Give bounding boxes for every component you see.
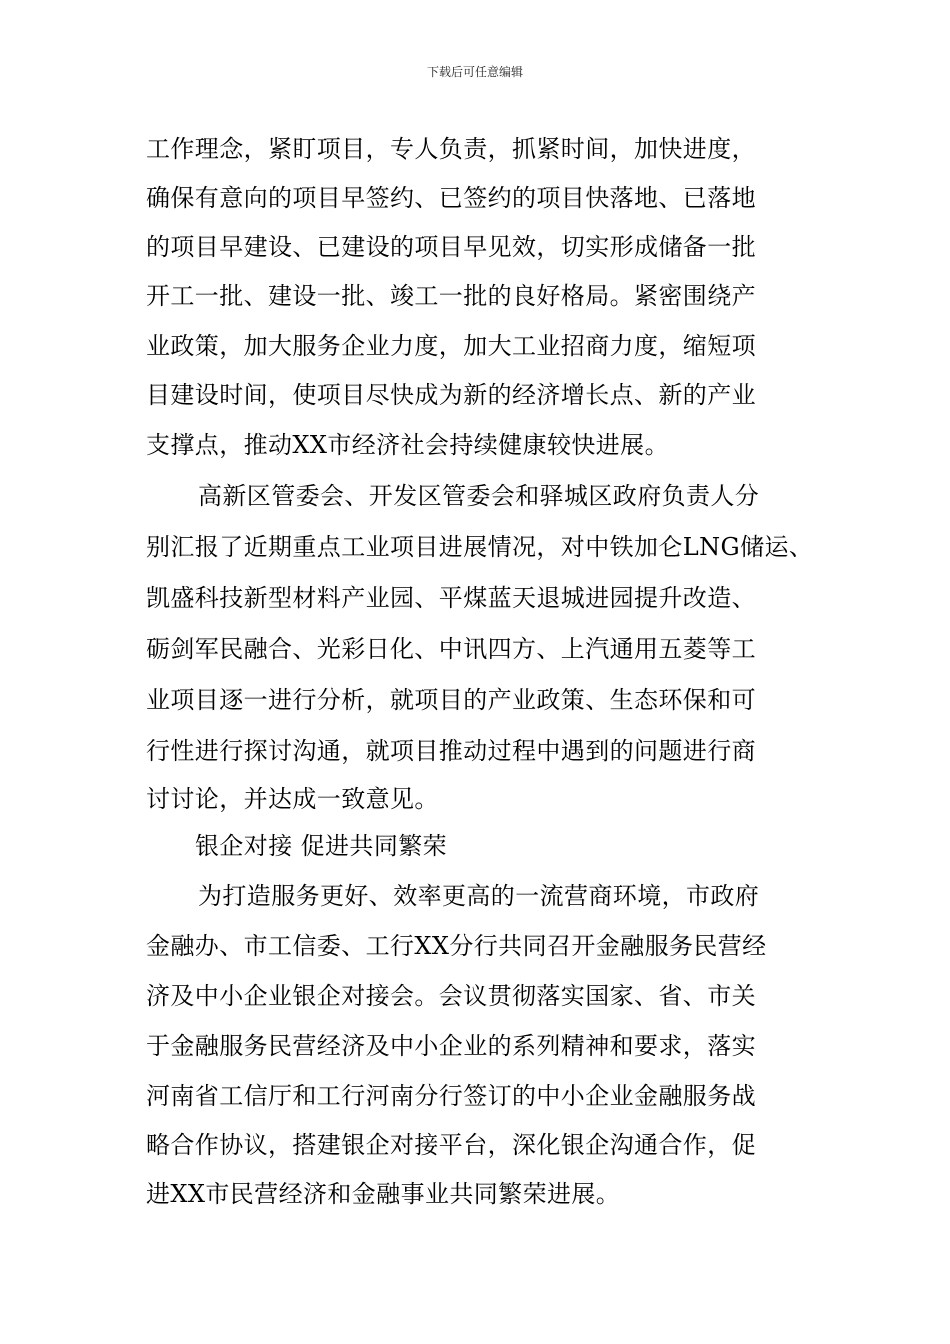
paragraph-line: 支撑点，推动XX市经济社会持续健康较快进展。: [146, 431, 669, 459]
paragraph-line: 金融办、市工信委、工行XX分行共同召开金融服务民营经: [146, 932, 767, 960]
paragraph-line: 于金融服务民营经济及中小企业的系列精神和要求，落实: [146, 1032, 756, 1060]
section-heading: 银企对接 促进共同繁荣: [195, 832, 448, 860]
paragraph-line: 确保有意向的项目早签约、已签约的项目快落地、已落地: [146, 184, 756, 212]
paragraph-line: 为打造服务更好、效率更高的一流营商环境，市政府: [198, 882, 760, 910]
paragraph-line: 凯盛科技新型材料产业园、平煤蓝天退城进园提升改造、: [146, 584, 756, 612]
paragraph-line: 行性进行探讨沟通，就项目推动过程中遇到的问题进行商: [146, 737, 756, 765]
page-header: 下载后可任意编辑: [426, 65, 523, 79]
paragraph-line: 略合作协议，搭建银企对接平台，深化银企沟通合作，促: [146, 1131, 756, 1159]
paragraph-line: 工作理念，紧盯项目，专人负责，抓紧时间，加快进度，: [146, 135, 756, 163]
paragraph-line: 目建设时间，使项目尽快成为新的经济增长点、新的产业: [146, 381, 756, 409]
paragraph-line: 别汇报了近期重点工业项目进展情况，对中铁加仑LNG储运、: [146, 533, 814, 561]
paragraph-line: 济及中小企业银企对接会。会议贯彻落实国家、省、市关: [146, 982, 756, 1010]
paragraph-line: 高新区管委会、开发区管委会和驿城区政府负责人分: [198, 482, 760, 510]
paragraph-line: 河南省工信厅和工行河南分行签订的中小企业金融服务战: [146, 1082, 756, 1110]
paragraph-line: 业政策，加大服务企业力度，加大工业招商力度，缩短项: [146, 332, 756, 360]
paragraph-line: 进XX市民营经济和金融事业共同繁荣进展。: [146, 1180, 621, 1208]
paragraph-line: 的项目早建设、已建设的项目早见效，切实形成储备一批: [146, 233, 756, 261]
paragraph-line: 开工一批、建设一批、竣工一批的良好格局。紧密围绕产: [146, 282, 756, 310]
paragraph-line: 讨讨论，并达成一致意见。: [146, 785, 439, 813]
paragraph-line: 业项目逐一进行分析，就项目的产业政策、生态环保和可: [146, 686, 756, 714]
paragraph-line: 砺剑军民融合、光彩日化、中讯四方、上汽通用五菱等工: [146, 635, 756, 663]
